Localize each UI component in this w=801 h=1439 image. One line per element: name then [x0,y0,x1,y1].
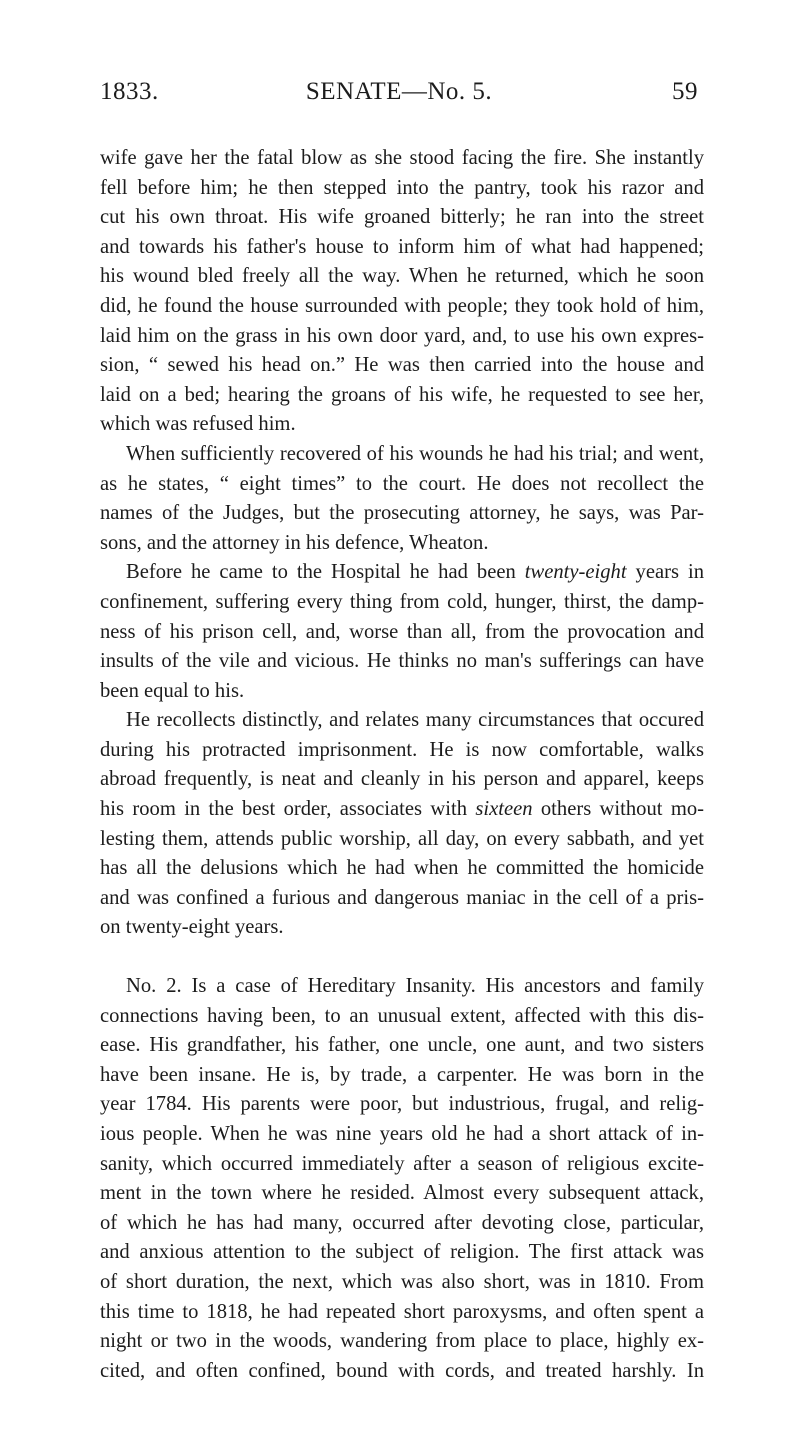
paragraph-3 [100,558,704,706]
text-line: during his protracted imprisonment. He is now comfortable, walks [100,738,704,761]
text-line: confinement, suffering every thing from cold, hunger, thirst, the damp- [100,590,704,613]
text-segment: Before he came to the Hospital he had been [126,561,525,584]
header-year: 1833. [100,78,159,105]
text-line: names of the Judges, but the prosecuting attorney, he says, was Par- [100,502,704,525]
text-line: and anxious attention to the subject of religion. The first attack was [100,1241,704,1264]
text-line: ious people. When he was nine years old he had a short attack of in- [100,1123,704,1145]
text-line: of which he has had many, occurred after devoting close, particular, [100,1211,704,1234]
text-line: lesting them, attends public worship, all day, on every sabbath, and yet [100,827,704,850]
text-line: ness of his prison cell, and, worse than all, from the provocation and [100,620,704,643]
text-line: on twenty-eight years. [100,916,284,939]
paragraph-1 [100,144,704,440]
text-line: and was confined a furious and dangerous maniac in the cell of a pris- [100,886,704,909]
paragraph-4 [100,706,704,943]
text-line: night or two in the woods, wandering from place to place, highly ex- [100,1330,704,1353]
text-line: ease. His grandfather, his father, one uncle, one aunt, and two sisters [100,1034,704,1057]
text-line [100,795,704,825]
section-gap [100,943,704,972]
text-line: When sufficiently recovered of his wounds he had his trial; and went, [126,442,704,465]
text-line: No. 2. Is a case of Hereditary Insanity. His ancestors and family [126,975,704,998]
text-line: been equal to his. [100,679,245,702]
body-text [100,144,704,1386]
text-line: which was refused him. [100,413,296,436]
text-line: have been insane. He is, by trade, a carpenter. He was born in the [100,1063,704,1086]
text-segment: years in [626,561,704,584]
text-line: fell before him; he then stepped into the pantry, took his razor and [100,176,704,199]
page-number: 59 [672,78,698,105]
text-line: and towards his father's house to inform him of what had happened; [100,235,704,258]
text-line: wife gave her the fatal blow as she stood facing the fire. She instantly [100,147,704,169]
text-line: as he states, “ eight times” to the court. He does not recollect the [100,472,704,495]
text-line: sons, and the attorney in his defence, Wheaton. [100,531,489,554]
text-line: laid on a bed; hearing the groans of his wife, he requested to see her, [100,383,704,406]
text-line: of short duration, the next, which was also short, was in 1810. From [100,1270,704,1293]
text-line: this time to 1818, he had repeated short paroxysms, and often spent a [100,1300,704,1323]
text-line: connections having been, to an unusual extent, affected with this dis- [100,1004,704,1027]
text-line: insults of the vile and vicious. He thinks no man's sufferings can have [100,650,704,673]
text-line: has all the delusions which he had when he committed the homicide [100,857,704,880]
text-segment: his room in the best order, associates with [100,798,476,821]
text-line: year 1784. His parents were poor, but industrious, frugal, and relig- [100,1093,704,1116]
header-title: SENATE—No. 5. [305,78,493,105]
paragraph-case-2 [100,972,704,1386]
text-line [100,558,704,588]
text-line: laid him on the grass in his own door yard, and, to use his own expres- [100,324,704,347]
text-line: cut his own throat. His wife groaned bitterly; he ran into the street [100,206,704,229]
text-line: did, he found the house surrounded with people; they took hold of him, [100,294,704,317]
text-line: sion, “ sewed his head on.” He was then carried into the house and [100,354,704,377]
text-line: ment in the town where he resided. Almost every subsequent attack, [100,1182,704,1205]
text-line: his wound bled freely all the way. When he returned, which he soon [100,265,704,288]
text-segment: others without mo- [532,798,704,821]
text-line: sanity, which occurred immediately after a season of religious excite- [100,1152,704,1175]
running-head [100,78,698,110]
text-line: He recollects distinctly, and relates many circumstances that occured [126,709,704,732]
italic-emphasis: sixteen [475,798,533,821]
italic-emphasis: twenty-eight [524,561,627,584]
text-line: cited, and often confined, bound with cords, and treated harshly. In [100,1359,704,1382]
paragraph-2 [100,440,704,558]
text-line: abroad frequently, is neat and cleanly in his person and apparel, keeps [100,768,704,791]
